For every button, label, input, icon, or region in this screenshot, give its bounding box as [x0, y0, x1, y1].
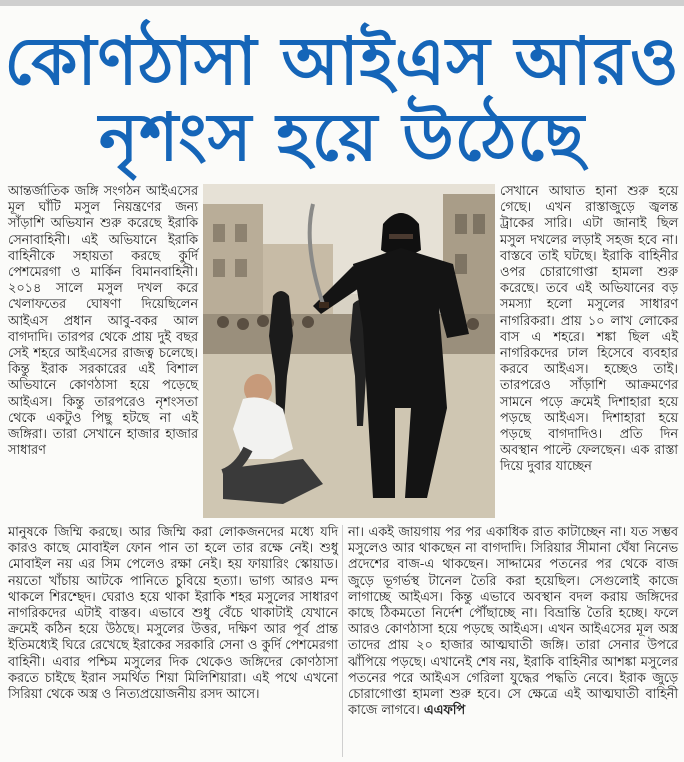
article-column-bottom-left — [8, 525, 338, 703]
article-column-bottom-right — [348, 525, 678, 719]
photo-execution-scene-icon — [203, 184, 495, 518]
article-text-bottom-left: মানুষকে জিম্মি করছে। আর জিম্মি করা লোকজনদের মধ্যে যদি কারও কাছে মোবাইল ফোন পান তা হলে তার রক্ষে নেই। শুধু মোবাইল নয় এর সিম পেলেও রক্ষা নেই। হয় ফায়ারিং স্কোয়াড। নয়তো খাঁচায় আটকে পানিতে চুবিয়ে হত্যা। ভাগ্য আরও মন্দ থাকলে শিরশ্ছেদ। ঘেরাও হয়ে থাকা ইরাকি শহর মসুলের সাধারণ নাগরিকদের এটাই বাস্তব। এভাবে শুধু বেঁচে থাকাটাই যেখানে ক্রমেই কঠিন হয়ে উঠছে। মসুলের উত্তর, দক্ষিণ আর পূর্ব প্রান্ত ইতিমধ্যেই ঘিরে রেখেছে ইরাকের সরকারি সেনা ও কুর্দি পেশমেরগা বাহিনী। এবার পশ্চিম মসুলের দিক থেকেও জঙ্গিদের কোণঠাসা করতে চাইছে ইরান সমর্থিত শিয়া মিলিশিয়ারা। এই পথে এখনো সিরিয়া থেকে অস্ত্র ও নিত্যপ্রয়োজনীয় রসদ আসে। — [8, 525, 338, 703]
news-photo — [203, 184, 495, 518]
article-text-bottom-right — [348, 525, 678, 719]
article-text-bottom-right-body: না। একই জায়গায় পর পর একাধিক রাত কাটাচ্ছেন না। যত সম্ভব মসুলেও আর থাকছেন না বাগদাদি। সিরিয়ার সীমানা ঘেঁষা নিনেভ প্রদেশের বাজ-এ থাকছেন। সাদ্দামের পতনের পর থেকে বাজ জুড়ে ভূগর্ভস্থ টানেল তৈরি করা হয়েছিল। সেগুলোই কাজে লাগাচ্ছে আইএস। কিন্তু এভাবে অবস্থান বদল করায় জঙ্গিদের কাছে ঠিকমতো নির্দেশ পৌঁছাচ্ছে না। বিভ্রান্তি তৈরি হচ্ছে। ফলে আরও কোণঠাসা হয়ে পড়ছে আইএস। এখন আইএসের মূল অস্ত্র তাদের প্রায় ২০ হাজার আত্মঘাতী জঙ্গি। তারা সেনার উপরে ঝাঁপিয়ে পড়ছে। এখানেই শেষ নয়, ইরাকি বাহিনীর আশঙ্কা মসুলের পতনের পরে আইএস গেরিলা যুদ্ধের পদ্ধতি নেবে। ইরাক জুড়ে চোরাগোপ্তা হামলা শুরু হবে। সে ক্ষেত্রে এই আত্মঘাতী বাহিনী কাজে লাগবে। — [348, 525, 678, 719]
headline-line-1: কোণঠাসা আইএস আরও — [4, 23, 680, 100]
article-text-right: সেখানে আঘাত হানা শুরু হয়ে গেছে। এখন রাস্তাজুড়ে জ্বলন্ত ট্রাকের সারি। এটা জানাই ছিল মসুল দখলের লড়াই সহজ হবে না। বাস্তবে তাই ঘটছে। ইরাকি বাহিনীর ওপর চোরাগোপ্তা হামলা শুরু করেছে। তবে এই অভিযানের বড় সমস্যা হলো মসুলের সাধারণ নাগরিকরা। প্রায় ১০ লাখ লোকের বাস এ শহরে। শঙ্কা ছিল এই নাগরিকদের ঢাল হিসেবে ব্যবহার করবে আইএস। হচ্ছেও তাই। তারপরেও সাঁড়াশি আক্রমণের সামনে পড়ে ক্রমেই দিশাহারা হয়ে পড়ছে আইএস। দিশাহারা হয়ে পড়ছে বাগদাদিও। প্রতি দিন অবস্থান পাল্টে ফেলছেন। এক রাস্তা দিয়ে দুবার যাচ্ছেন — [500, 184, 678, 475]
news-agency-credit: এএফপি — [423, 703, 466, 719]
top-rule — [0, 0, 684, 6]
article-text-left: আন্তর্জাতিক জঙ্গি সংগঠন আইএসের মূল ঘাঁটি মসুল নিয়ন্ত্রণের জন্য সাঁড়াশি অভিযান শুরু করেছে ইরাকি সেনাবাহিনী। এই অভিযানে ইরাকি বাহিনীকে সহায়তা করছে কুর্দি পেশমেরগা ও মার্কিন বিমানবাহিনী। ২০১৪ সালে মসুল দখল করে খেলাফতের ঘোষণা দিয়েছিলেন আইএস প্রধান আবু-বকর আল বাগদাদি। তারপর থেকে প্রায় দুই বছর সেই শহরে আইএসের রাজত্ব চলেছে। কিন্তু ইরাক সরকারের এই বিশাল অভিযানে কোণঠাসা হয়ে পড়েছে আইএস। কিন্তু তারপরেও নৃশংসতা থেকে একটুও পিছু হটছে না এই জঙ্গিরা। তারা সেখানে হাজার হাজার সাধারণ — [8, 184, 198, 459]
headline-line-2: নৃশংস হয়ে উঠেছে — [98, 99, 586, 176]
column-divider — [342, 525, 343, 757]
article-column-right — [500, 184, 678, 476]
article-column-left — [8, 184, 198, 459]
